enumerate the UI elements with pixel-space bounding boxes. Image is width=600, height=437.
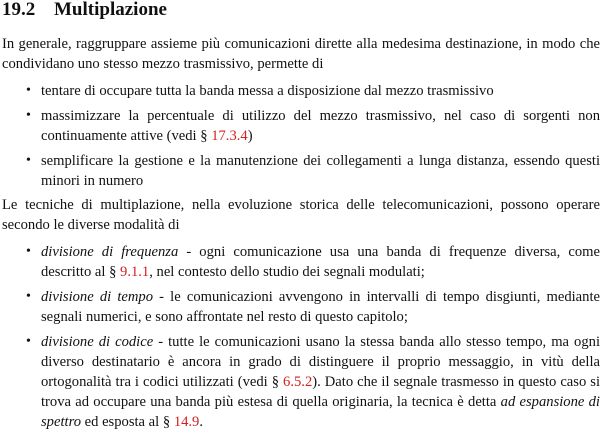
section-reference-link[interactable]: 14.9: [173, 414, 200, 430]
section-number: 19.2: [2, 0, 36, 20]
intro-paragraph: In generale, raggruppare assieme più comunicazioni dirette alla medesima destinazione, in modo che condividano uno stesso mezzo trasmissivo, permette di: [2, 36, 600, 72]
list-item-text: ): [247, 128, 253, 144]
technique-term: divisione di tempo: [41, 289, 154, 305]
list-item: [0, 332, 600, 432]
techniques-list: [0, 242, 600, 437]
section-reference-link[interactable]: 9.1.1: [120, 264, 150, 280]
section-title: Multiplazione: [54, 0, 167, 20]
bullet-icon: •: [26, 83, 31, 98]
section-heading: [2, 0, 167, 20]
list-item: [0, 151, 600, 191]
list-item-text: ed esposta al §: [81, 414, 174, 430]
technique-term: divisione di frequenza: [41, 244, 179, 260]
goals-list: [0, 81, 600, 196]
list-item: [0, 106, 600, 146]
list-item-text: - tutte le comunicazioni usano la stessa banda allo stesso tempo, ma ogni diverso destinatario è ancora in grado di distinguere il proprio messaggio, in vitù della ortogonalità tra i codici utilizzati (vedi §: [41, 334, 600, 390]
techniques-intro-paragraph: Le tecniche di multiplazione, nella evoluzione storica delle telecomunicazioni, possono operare secondo le diverse modalità di: [2, 197, 600, 233]
list-item: [0, 242, 600, 282]
list-item-text: - ogni comunicazione usa una banda di frequenze diversa, come descritto al §: [41, 244, 600, 280]
list-item-text: , nel contesto dello studio dei segnali modulati;: [149, 264, 425, 280]
technique-term: divisione di codice: [41, 334, 154, 350]
bullet-icon: •: [26, 108, 31, 123]
list-item-text: tentare di occupare tutta la banda messa a disposizione dal mezzo trasmissivo: [41, 83, 494, 99]
bullet-icon: •: [26, 289, 31, 304]
list-item: [0, 287, 600, 327]
list-item: [0, 81, 600, 101]
section-reference-link[interactable]: 17.3.4: [211, 128, 248, 144]
list-item-text: ). Dato che il segnale trasmesso in questo caso si trova ad occupare una banda più estesa di quella originaria, la tecnica è detta: [41, 374, 600, 410]
list-item-text: semplificare la gestione e la manutenzione dei collegamenti a lunga distanza, essendo questi minori in numero: [41, 153, 600, 189]
bullet-icon: •: [26, 334, 31, 349]
list-item-text: .: [199, 414, 204, 430]
technique-term: ad espansione di spettro: [41, 394, 600, 430]
bullet-icon: •: [26, 244, 31, 259]
section-reference-link[interactable]: 6.5.2: [283, 374, 313, 390]
bullet-icon: •: [26, 153, 31, 168]
list-item-text: massimizzare la percentuale di utilizzo del mezzo trasmissivo, nel caso di sorgenti non continuamente attive (vedi §: [41, 108, 600, 144]
list-item-text: - le comunicazioni avvengono in intervalli di tempo disgiunti, mediante segnali numerici, e sono affrontate nel resto di questo capitolo;: [41, 289, 600, 325]
